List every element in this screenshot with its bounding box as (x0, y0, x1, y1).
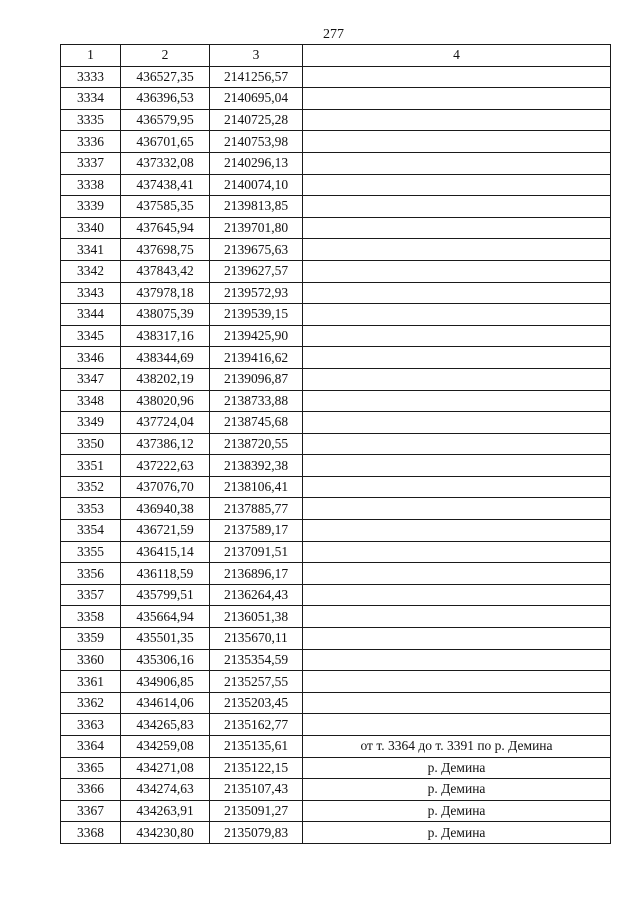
cell-y: 2137091,51 (210, 541, 303, 563)
cell-point-number: 3348 (61, 390, 121, 412)
cell-description (303, 433, 611, 455)
cell-x: 435306,16 (121, 649, 210, 671)
table-row (61, 282, 611, 304)
cell-description (303, 196, 611, 218)
cell-description (303, 131, 611, 153)
cell-y: 2140695,04 (210, 88, 303, 110)
cell-point-number: 3339 (61, 196, 121, 218)
table-row (61, 109, 611, 131)
cell-x: 438075,39 (121, 304, 210, 326)
table-row (61, 520, 611, 542)
cell-description: р. Демина (303, 757, 611, 779)
table-row (61, 584, 611, 606)
table-header-row (61, 45, 611, 67)
cell-point-number: 3336 (61, 131, 121, 153)
cell-description (303, 584, 611, 606)
cell-x: 434259,08 (121, 736, 210, 758)
cell-point-number: 3334 (61, 88, 121, 110)
cell-description (303, 455, 611, 477)
table-row (61, 390, 611, 412)
cell-x: 438344,69 (121, 347, 210, 369)
cell-point-number: 3342 (61, 260, 121, 282)
page-number: 277 (323, 27, 344, 42)
table-row (61, 714, 611, 736)
cell-description (303, 109, 611, 131)
cell-y: 2135354,59 (210, 649, 303, 671)
cell-description (303, 541, 611, 563)
table-row (61, 66, 611, 88)
table-row (61, 152, 611, 174)
cell-description (303, 368, 611, 390)
cell-x: 436118,59 (121, 563, 210, 585)
cell-description (303, 239, 611, 261)
cell-point-number: 3353 (61, 498, 121, 520)
cell-description (303, 692, 611, 714)
header-cell-y: 3 (210, 45, 303, 67)
cell-x: 437222,63 (121, 455, 210, 477)
table-row (61, 217, 611, 239)
cell-y: 2137885,77 (210, 498, 303, 520)
table-row (61, 476, 611, 498)
cell-description (303, 325, 611, 347)
cell-y: 2139675,63 (210, 239, 303, 261)
cell-description (303, 152, 611, 174)
cell-y: 2139572,93 (210, 282, 303, 304)
cell-description (303, 217, 611, 239)
cell-x: 437332,08 (121, 152, 210, 174)
cell-description (303, 563, 611, 585)
cell-point-number: 3349 (61, 412, 121, 434)
header-cell-description: 4 (303, 45, 611, 67)
cell-y: 2135257,55 (210, 671, 303, 693)
cell-y: 2139416,62 (210, 347, 303, 369)
cell-description (303, 88, 611, 110)
cell-point-number: 3351 (61, 455, 121, 477)
cell-y: 2138745,68 (210, 412, 303, 434)
cell-x: 436527,35 (121, 66, 210, 88)
cell-y: 2140725,28 (210, 109, 303, 131)
cell-x: 437076,70 (121, 476, 210, 498)
table-row (61, 671, 611, 693)
cell-description (303, 649, 611, 671)
cell-point-number: 3364 (61, 736, 121, 758)
cell-x: 434230,80 (121, 822, 210, 844)
cell-point-number: 3338 (61, 174, 121, 196)
cell-x: 437843,42 (121, 260, 210, 282)
cell-description (303, 304, 611, 326)
cell-y: 2140753,98 (210, 131, 303, 153)
cell-x: 436396,53 (121, 88, 210, 110)
cell-description: от т. 3364 до т. 3391 по р. Демина (303, 736, 611, 758)
table-row (61, 433, 611, 455)
cell-point-number: 3343 (61, 282, 121, 304)
cell-y: 2140074,10 (210, 174, 303, 196)
table-row (61, 455, 611, 477)
table-row (61, 347, 611, 369)
cell-y: 2139813,85 (210, 196, 303, 218)
cell-y: 2135162,77 (210, 714, 303, 736)
cell-x: 436940,38 (121, 498, 210, 520)
table-row (61, 606, 611, 628)
cell-y: 2139539,15 (210, 304, 303, 326)
cell-y: 2141256,57 (210, 66, 303, 88)
cell-point-number: 3361 (61, 671, 121, 693)
cell-y: 2136051,38 (210, 606, 303, 628)
table-row (61, 563, 611, 585)
cell-point-number: 3341 (61, 239, 121, 261)
cell-y: 2138720,55 (210, 433, 303, 455)
cell-description: р. Демина (303, 779, 611, 801)
cell-x: 438020,96 (121, 390, 210, 412)
table-body (61, 66, 611, 843)
cell-x: 434263,91 (121, 800, 210, 822)
cell-description (303, 714, 611, 736)
cell-description: р. Демина (303, 800, 611, 822)
cell-point-number: 3347 (61, 368, 121, 390)
cell-point-number: 3333 (61, 66, 121, 88)
cell-description (303, 498, 611, 520)
cell-point-number: 3356 (61, 563, 121, 585)
header-cell-x: 2 (121, 45, 210, 67)
cell-point-number: 3352 (61, 476, 121, 498)
cell-x: 437698,75 (121, 239, 210, 261)
cell-x: 437645,94 (121, 217, 210, 239)
cell-y: 2135079,83 (210, 822, 303, 844)
table-row (61, 822, 611, 844)
cell-point-number: 3340 (61, 217, 121, 239)
cell-x: 434274,63 (121, 779, 210, 801)
cell-x: 435664,94 (121, 606, 210, 628)
cell-description (303, 412, 611, 434)
cell-description (303, 347, 611, 369)
cell-x: 438317,16 (121, 325, 210, 347)
cell-y: 2138392,38 (210, 455, 303, 477)
table-row (61, 88, 611, 110)
cell-point-number: 3350 (61, 433, 121, 455)
cell-description (303, 282, 611, 304)
table-row (61, 325, 611, 347)
cell-point-number: 3365 (61, 757, 121, 779)
cell-point-number: 3346 (61, 347, 121, 369)
cell-point-number: 3337 (61, 152, 121, 174)
cell-x: 436701,65 (121, 131, 210, 153)
cell-description (303, 66, 611, 88)
cell-x: 436415,14 (121, 541, 210, 563)
cell-y: 2135135,61 (210, 736, 303, 758)
cell-description: р. Демина (303, 822, 611, 844)
cell-description (303, 520, 611, 542)
table-row (61, 131, 611, 153)
cell-x: 437585,35 (121, 196, 210, 218)
cell-y: 2138733,88 (210, 390, 303, 412)
cell-x: 434906,85 (121, 671, 210, 693)
table-row (61, 757, 611, 779)
cell-y: 2140296,13 (210, 152, 303, 174)
cell-x: 437978,18 (121, 282, 210, 304)
cell-point-number: 3335 (61, 109, 121, 131)
cell-description (303, 390, 611, 412)
cell-y: 2137589,17 (210, 520, 303, 542)
cell-x: 434265,83 (121, 714, 210, 736)
cell-x: 437438,41 (121, 174, 210, 196)
cell-y: 2139096,87 (210, 368, 303, 390)
table-row (61, 628, 611, 650)
table-row (61, 196, 611, 218)
cell-y: 2135122,15 (210, 757, 303, 779)
table-row (61, 800, 611, 822)
cell-x: 434614,06 (121, 692, 210, 714)
cell-description (303, 174, 611, 196)
cell-point-number: 3344 (61, 304, 121, 326)
cell-point-number: 3360 (61, 649, 121, 671)
cell-point-number: 3357 (61, 584, 121, 606)
cell-point-number: 3366 (61, 779, 121, 801)
cell-x: 435501,35 (121, 628, 210, 650)
cell-y: 2136896,17 (210, 563, 303, 585)
cell-description (303, 606, 611, 628)
cell-x: 436721,59 (121, 520, 210, 542)
cell-y: 2139425,90 (210, 325, 303, 347)
table-row (61, 649, 611, 671)
table-row (61, 239, 611, 261)
cell-description (303, 671, 611, 693)
header-cell-point-number: 1 (61, 45, 121, 67)
table-row (61, 304, 611, 326)
cell-x: 436579,95 (121, 109, 210, 131)
cell-point-number: 3354 (61, 520, 121, 542)
cell-point-number: 3358 (61, 606, 121, 628)
table-row (61, 692, 611, 714)
cell-y: 2135203,45 (210, 692, 303, 714)
cell-y: 2135107,43 (210, 779, 303, 801)
cell-y: 2139627,57 (210, 260, 303, 282)
table-row (61, 498, 611, 520)
cell-x: 435799,51 (121, 584, 210, 606)
table-row (61, 541, 611, 563)
cell-point-number: 3355 (61, 541, 121, 563)
cell-y: 2139701,80 (210, 217, 303, 239)
cell-description (303, 628, 611, 650)
cell-point-number: 3359 (61, 628, 121, 650)
coordinates-table (60, 44, 611, 844)
cell-description (303, 260, 611, 282)
cell-y: 2136264,43 (210, 584, 303, 606)
cell-x: 437386,12 (121, 433, 210, 455)
table-row (61, 368, 611, 390)
table-row (61, 736, 611, 758)
cell-point-number: 3345 (61, 325, 121, 347)
table-row (61, 174, 611, 196)
cell-x: 438202,19 (121, 368, 210, 390)
cell-point-number: 3367 (61, 800, 121, 822)
cell-point-number: 3363 (61, 714, 121, 736)
cell-point-number: 3368 (61, 822, 121, 844)
cell-y: 2135091,27 (210, 800, 303, 822)
cell-x: 437724,04 (121, 412, 210, 434)
cell-y: 2135670,11 (210, 628, 303, 650)
cell-point-number: 3362 (61, 692, 121, 714)
table-row (61, 412, 611, 434)
cell-y: 2138106,41 (210, 476, 303, 498)
table-row (61, 260, 611, 282)
cell-x: 434271,08 (121, 757, 210, 779)
cell-description (303, 476, 611, 498)
table-row (61, 779, 611, 801)
